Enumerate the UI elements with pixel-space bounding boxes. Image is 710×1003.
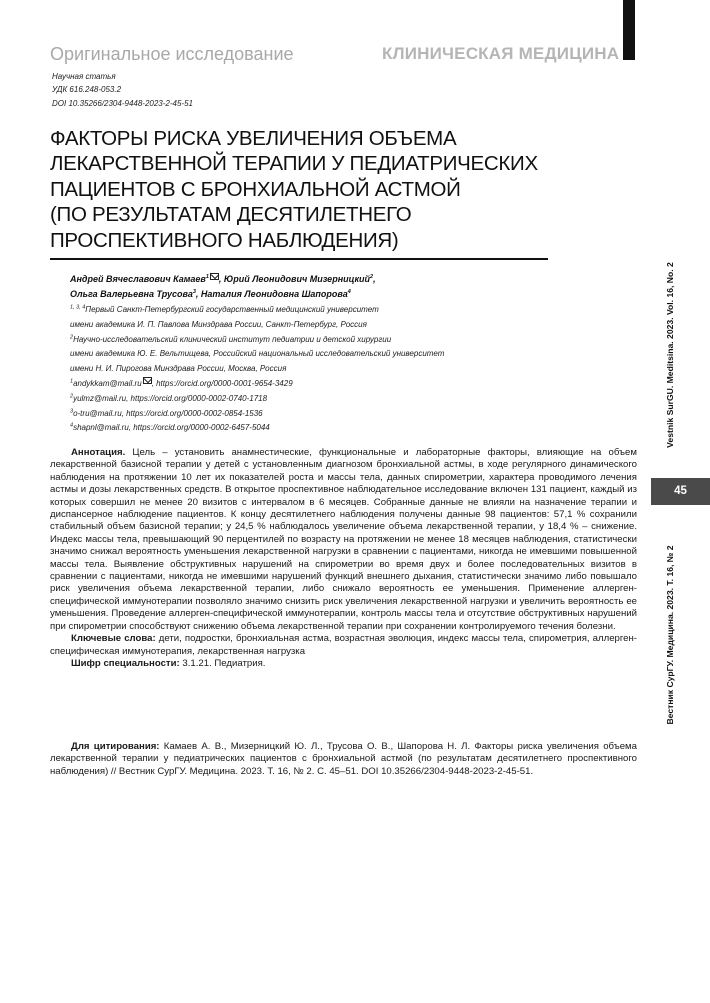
sidebar-journal-en [660, 245, 680, 465]
author-sup: 1 [205, 274, 209, 280]
author-name: , Юрий Леонидович Мизерницкий [218, 274, 370, 284]
sidebar-journal-en-text: Vestnik SurGU. Meditsina. 2023. Vol. 16, No. 2 [665, 262, 675, 448]
contact-sup: 2 [70, 393, 74, 400]
author-separator: , [373, 274, 376, 284]
affiliations [70, 303, 610, 436]
keywords-text: дети, подростки, бронхиальная астма, возрастная эволюция, индекс массы тела, спирометрия, аллерген-специфическая иммунотерапия, лекарственная нагрузка [50, 633, 637, 657]
specialty-paragraph [50, 658, 637, 670]
contact-line [70, 407, 610, 422]
affiliation-line: имени Н. И. Пирогова Минздрава России, Москва, Россия [70, 364, 287, 374]
doi[interactable]: DOI 10.35266/2304-9448-2023-2-45-51 [52, 98, 193, 108]
contact-text[interactable]: o-tru@mail.ru, https://orcid.org/0000-0002-0854-1536 [73, 408, 263, 418]
affil-sup: 2 [70, 333, 74, 340]
title-line: ЛЕКАРСТВЕННОЙ ТЕРАПИИ У ПЕДИАТРИЧЕСКИХ [50, 152, 538, 176]
affiliation-line [70, 303, 610, 318]
author-sup: 3 [192, 289, 196, 295]
title-line: ПАЦИЕНТОВ С БРОНХИАЛЬНОЙ АСТМОЙ [50, 177, 461, 201]
title-line: ФАКТОРЫ РИСКА УВЕЛИЧЕНИЯ ОБЪЕМА [50, 127, 457, 150]
title-line: ПРОСПЕКТИВНОГО НАБЛЮДЕНИЯ) [50, 228, 399, 252]
contact-text[interactable]: shapnl@mail.ru, https://orcid.org/0000-0002-6457-5044 [73, 423, 270, 433]
email-link[interactable]: andykkam@mail.ru [73, 378, 142, 388]
author-name: , Наталия Леонидовна Шапорова [195, 289, 348, 299]
affiliation-line: имени академика И. П. Павлова Минздрава России, Санкт-Петербург, Россия [70, 319, 367, 329]
citation-text: Камаев А. В., Мизерницкий Ю. Л., Трусова О. В., Шапорова Н. Л. Факторы риска увеличения объема лекарственной терапии у педиатрических пациентов с бронхиальной астмой (по результатам десятилетнего проспективного наблюдения) // Вестник СурГУ. Медицина. 2023. Т. 16, № 2. С. 45–51. DOI 10.35266/2304-9448-2023-2-45-51. [50, 741, 637, 777]
keywords-label: Ключевые слова: [71, 633, 156, 645]
affil-text: Научно-исследовательский клинический институт педиатрии и детской хирургии [73, 334, 392, 344]
author-sup: 2 [370, 274, 374, 280]
contact-sup: 3 [70, 407, 74, 414]
article-type: Научная статья [52, 72, 116, 81]
specialty-text: 3.1.21. Педиатрия. [179, 657, 266, 669]
affil-sup: 1, 3, 4 [70, 304, 86, 311]
affiliation-line: имени академика Ю. Е. Вельтищева, Российский национальный исследовательский университет [70, 349, 445, 359]
section-label: Оригинальное исследование [50, 44, 294, 64]
contact-sup: 1 [70, 378, 74, 385]
author-name: Ольга Валерьевна Трусова [70, 289, 193, 299]
author-list [70, 272, 590, 302]
author-name: Андрей Вячеславович Камаев [70, 274, 206, 284]
abstract-block [50, 447, 637, 670]
keywords-paragraph [50, 633, 637, 658]
contact-line [70, 377, 610, 392]
mail-icon [143, 377, 152, 384]
contact-sup: 4 [70, 422, 74, 429]
specialty-label: Шифр специальности: [71, 657, 180, 669]
citation-label: Для цитирования: [71, 741, 160, 752]
sidebar-journal-ru-text: Вестник СурГУ. Медицина. 2023. Т. 16, № 2 [665, 545, 675, 725]
abstract-label: Аннотация. [71, 447, 126, 458]
citation-block [50, 741, 637, 778]
title-divider [50, 258, 548, 260]
author-sup: 4 [347, 289, 351, 295]
sidebar-journal-ru [660, 515, 680, 755]
contact-text[interactable]: yulmz@mail.ru, https://orcid.org/0000-0002-0740-1718 [73, 393, 268, 403]
rubric-label: КЛИНИЧЕСКАЯ МЕДИЦИНА [382, 44, 620, 63]
citation-paragraph [50, 741, 637, 778]
abstract-text: Цель – установить анамнестические, функциональные и лабораторные факторы, влияющие на объем лекарственной базисной терапии у детей с установленным диагнозом бронхиальной астмы, в ходе регулярного динамического наблюдения на протяжении 10 лет их показателей роста и массы тела, данных спирометрии, характера проводимого лечения астмы и дозы лекарственных средств. В открытое проспективное наблюдательное исследование включен 131 пациент, каждый из которых совершил не менее 20 визитов с интервалом в 6 месяцев. Собранные данные не влияли на назначение терапии и диспансерное наблюдение пациентов. К концу десятилетнего наблюдения получены данные 98 пациентов: 57,1 % сохранили стабильный объем базисной терапии; у 24,5 % наблюдалось увеличение объема лекарственной терапии, у 18,4 % – снижение. Индекс массы тела, превышающий 90 перцентилей по возрасту на протяжении не менее 18 месяцев наблюдения, статистически значимо снижал вероятность уменьшения лекарственной нагрузки в сравнении с пациентами, никогда не имевшими повышенной массы тела. Выявление обструктивных нарушений на спирометрии во время двух и более последовательных визитов в сравнении с пациентами, никогда не имевшими нарушений функций внешнего дыхания, статистически значимо либо повышало риск увеличения объема лекарственной терапии, либо снижало вероятность ее уменьшения. Применение аллерген-специфической иммунотерапии позволяло значимо снизить риск увеличения лекарственной нагрузки и увеличить вероятность ее уменьшения. Проведение аллерген-специфической иммунотерапии, контроль массы тела и отсутствие обструктивных нарушений при спирометрии способствуют снижению объема лекарственной терапии при сохранении контролируемого течения болезни. [50, 447, 637, 632]
author-line [70, 287, 590, 302]
contact-line [70, 392, 610, 407]
title-line: (ПО РЕЗУЛЬТАТАМ ДЕСЯТИЛЕТНЕГО [50, 203, 412, 227]
affiliation-line [70, 333, 610, 348]
page-number: 45 [651, 478, 710, 505]
top-black-bar [623, 0, 635, 60]
contact-line [70, 421, 610, 436]
affil-text: Первый Санкт-Петербургский государственный медицинский университет [85, 305, 379, 314]
udk-code: УДК 616.248-053.2 [52, 85, 122, 95]
abstract-paragraph [50, 447, 637, 633]
article-title [50, 126, 570, 253]
mail-icon [210, 273, 219, 280]
article-meta [52, 70, 193, 110]
orcid-link[interactable]: , https://orcid.org/0000-0001-9654-3429 [151, 378, 293, 388]
author-line [70, 272, 590, 287]
